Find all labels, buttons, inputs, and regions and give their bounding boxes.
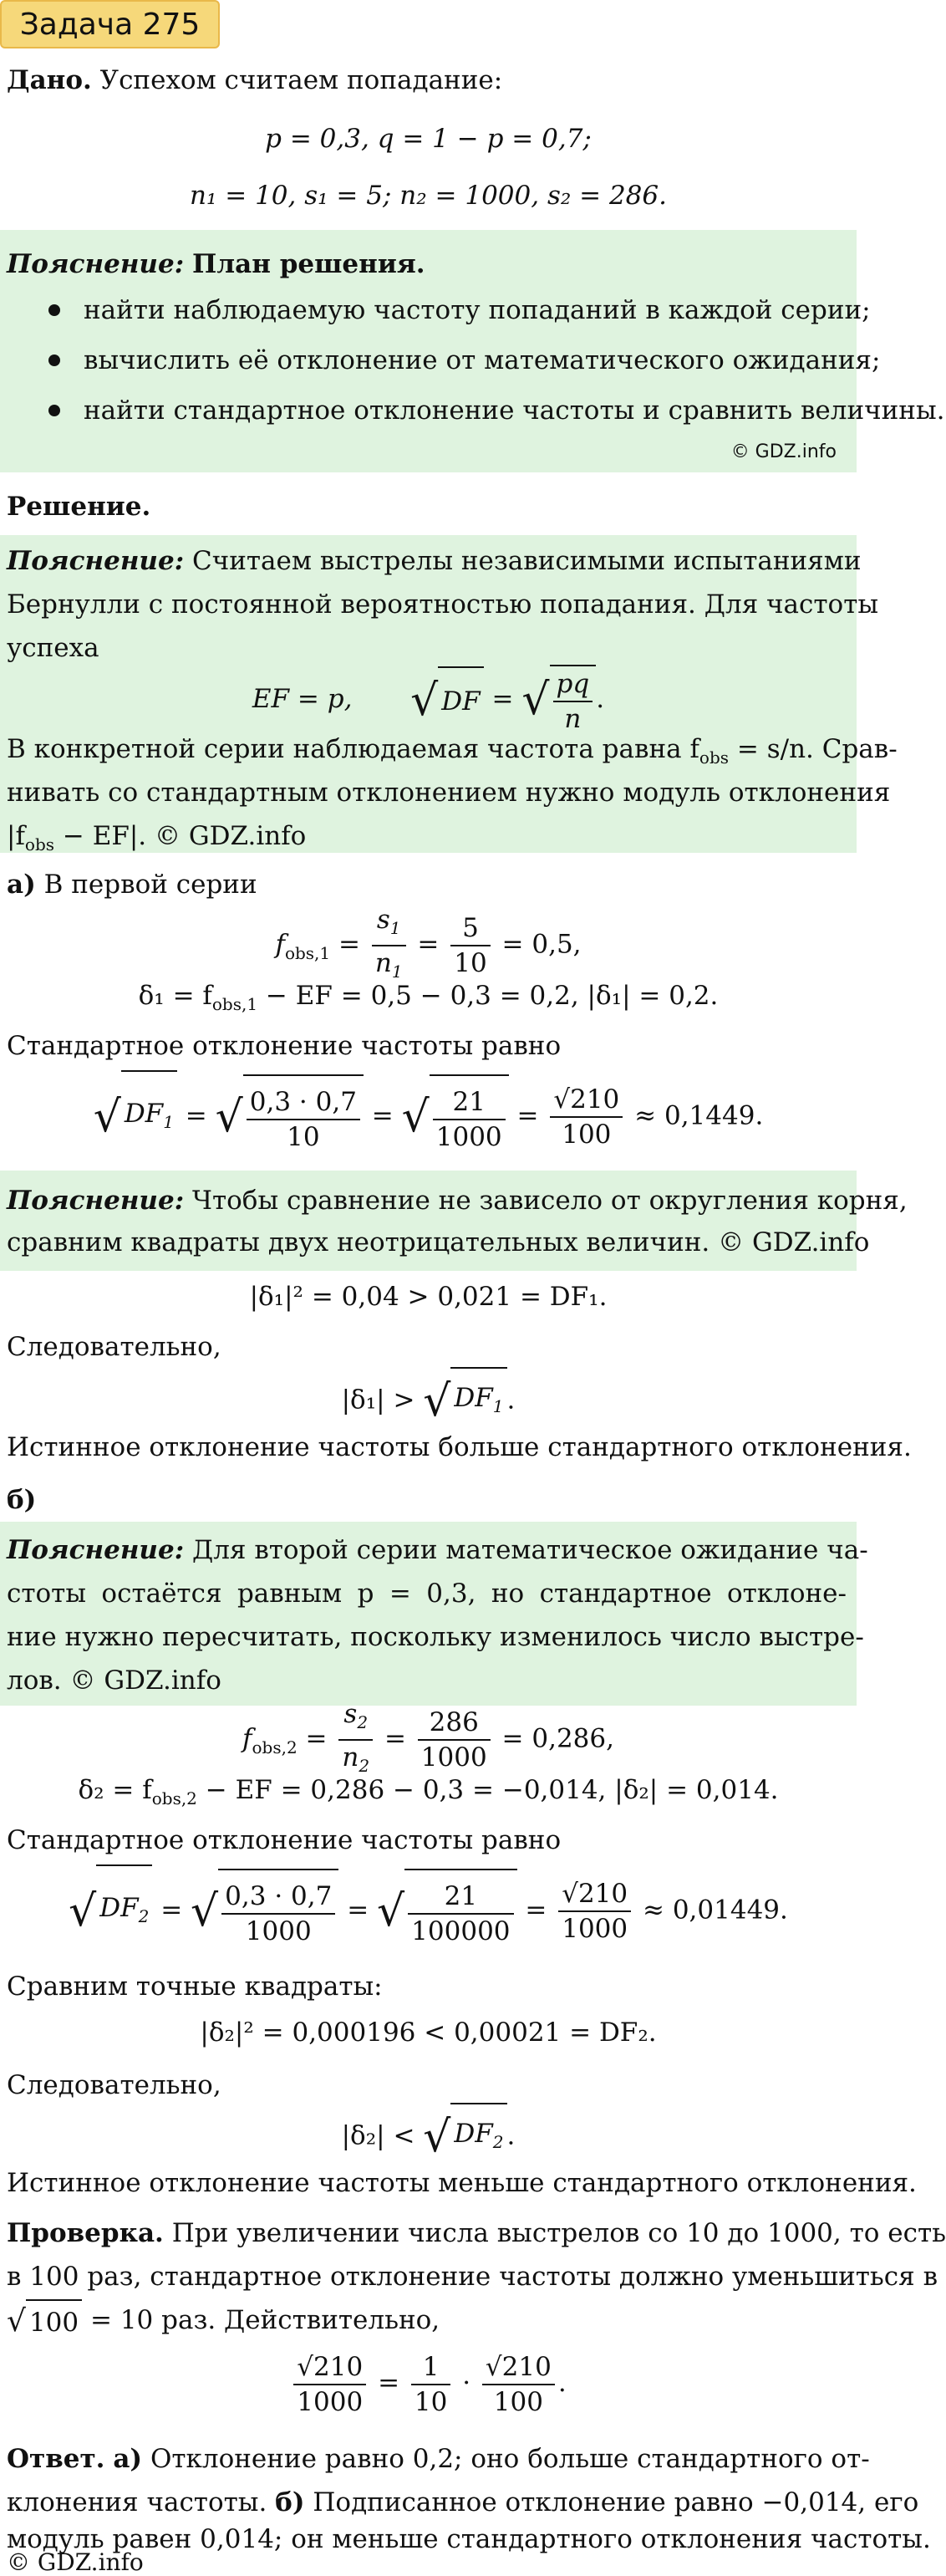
part-a-ineq: |δ₁| > √ $DF_1$ . [0, 1367, 857, 1436]
check-line2: в 100 раз, стандартное отклонение частоты должно уменьшиться в [7, 2262, 938, 2292]
part-b-conclusion: Истинное отклонение частоты меньше стандартного отклонения. [7, 2168, 917, 2198]
expl1-line1: Пояснение: Считаем выстрелы независимыми испытаниями [7, 546, 862, 576]
expl1-line2: Бернулли с постоянной вероятностью попадания. Для частоты [7, 589, 879, 620]
plan-item-3: найти стандартное отклонение частоты и сравнить величины. [7, 389, 847, 432]
part-b-cmp: |δ₂|² = 0,000196 < 0,00021 = DF₂. [200, 2017, 657, 2048]
task-title: Задача 275 [0, 0, 220, 48]
part-b-std-eq: √ $DF_2$ = √ $\frac{0,3 \cdot 0,7}{1000}$ = √ $\frac{21}{100000}$ = $\frac{√210}{1000}$ ≈ 0,01449. [0, 1864, 857, 1958]
part-b-ineq: |δ₂| < √ $DF_2$ . [0, 2103, 857, 2171]
part-a-line: а) В первой серии [7, 870, 257, 900]
expl2-line2: сравним квадраты двух неотрицательных величин. © GDZ.info [7, 1227, 870, 1257]
expl3-line3: ние нужно пересчитать, поскольку изменилось число выстре- [7, 1622, 864, 1652]
expl3-line1: Пояснение: Для второй серии математическое ожидание ча- [7, 1535, 868, 1565]
plan-item-1: найти наблюдаемую частоту попаданий в каждой серии; [7, 288, 847, 332]
plan-header [7, 242, 847, 286]
bullet-icon [48, 304, 60, 316]
part-a-std-eq: √ $DF_1$ = √ $\frac{0,3 \cdot 0,7}{10}$ = √ $\frac{21}{1000}$ = $\frac{√210}{100}$ ≈ 0,1449. [0, 1070, 857, 1164]
part-a-conclusion: Истинное отклонение частоты больше стандартного отклонения. [7, 1432, 912, 1462]
part-b-label: б) [7, 1485, 37, 1515]
part-b-eq2: $\delta_2 = f_{obs,2}$ − EF = 0,286 − 0,3 = −0,014, |δ₂| = 0,014. [78, 1775, 779, 1809]
given-eq2: n₁ = 10, s₁ = 5; n₂ = 1000, s₂ = 286. [190, 181, 667, 211]
answer-line3: модуль равен 0,014; он меньше стандартного отклонения частоты. [7, 2524, 931, 2554]
plan-sign: © GDZ.info [730, 441, 837, 462]
answer-sign: © GDZ.info [7, 2548, 144, 2576]
part-a-hence: Следовательно, [7, 1332, 221, 1362]
expl1-line5: нивать со стандартным отклонением нужно модуль отклонения [7, 778, 891, 808]
plan-label: Пояснение: [7, 249, 185, 279]
answer-line2: клонения частоты. б) Подписанное отклонение равно −0,014, его [7, 2487, 919, 2517]
plan-item-2: вычислить её отклонение от математического ожидания; [7, 339, 847, 382]
part-a-eq1: $f_{obs,1}$ = $\frac{s_1}{n_1}$ = $\frac{5}{10}$ = 0,5, [275, 905, 582, 982]
part-a-std-text: Стандартное отклонение частоты равно [7, 1031, 562, 1061]
check-eq: $\frac{√210}{1000}$ = $\frac{1}{10}$ · $\frac{√210}{100}$ . [0, 2341, 857, 2425]
bullet-icon [48, 405, 60, 416]
part-b-eq1: $f_{obs,2}$ = $\frac{s_2}{n_2}$ = $\frac{286}{1000}$ = 0,286, [242, 1699, 614, 1777]
expl1-line4: В конкретной серии наблюдаемая частота равна $f_{obs} = s/n$. Срав- [7, 734, 898, 768]
expl1-line3: успеха [7, 633, 99, 663]
solution-label: Решение. [7, 492, 151, 522]
check-line1: Проверка. При увеличении числа выстрелов со 10 до 1000, то есть [7, 2218, 946, 2248]
expl1-eq: EF = p, √ DF = √ $\frac{pq}{n}$ . [0, 665, 857, 736]
part-b-std-text: Стандартное отклонение частоты равно [7, 1825, 562, 1855]
expl3-line2: стоты остаётся равным p = 0,3, но стандартное отклоне- [7, 1579, 847, 1609]
given-label: Дано. [7, 65, 92, 95]
given-text: Успехом считаем попадание: [99, 65, 503, 95]
answer-line1: Ответ. а) Отклонение равно 0,2; оно больше стандартного от- [7, 2444, 870, 2474]
part-b-hence: Следовательно, [7, 2070, 221, 2100]
given-eq1: p = 0,3, q = 1 − p = 0,7; [265, 124, 592, 154]
expl2-line1: Пояснение: Чтобы сравнение не зависело от округления корня, [7, 1186, 908, 1216]
part-a-eq2: $\delta_1 = f_{obs,1}$ − EF = 0,5 − 0,3 = 0,2, |δ₁| = 0,2. [138, 981, 719, 1015]
given-line [7, 59, 847, 102]
part-b-cmp-text: Сравним точные квадраты: [7, 1972, 383, 2002]
bullet-icon [48, 355, 60, 366]
plan-title: План решения. [192, 249, 425, 279]
sqrt-pq-n: √ $\frac{pq}{n}$ [521, 665, 596, 736]
part-a-cmp: |δ₁|² = 0,04 > 0,021 = DF₁. [249, 1282, 608, 1312]
sqrt-df: √ DF [410, 666, 484, 735]
expl1-line6: $|f_{obs} - EF|$. © GDZ.info [7, 821, 307, 855]
check-line3: √ 100 = 10 раз. Действительно, [7, 2298, 847, 2344]
expl3-line4: лов. © GDZ.info [7, 1665, 221, 1696]
